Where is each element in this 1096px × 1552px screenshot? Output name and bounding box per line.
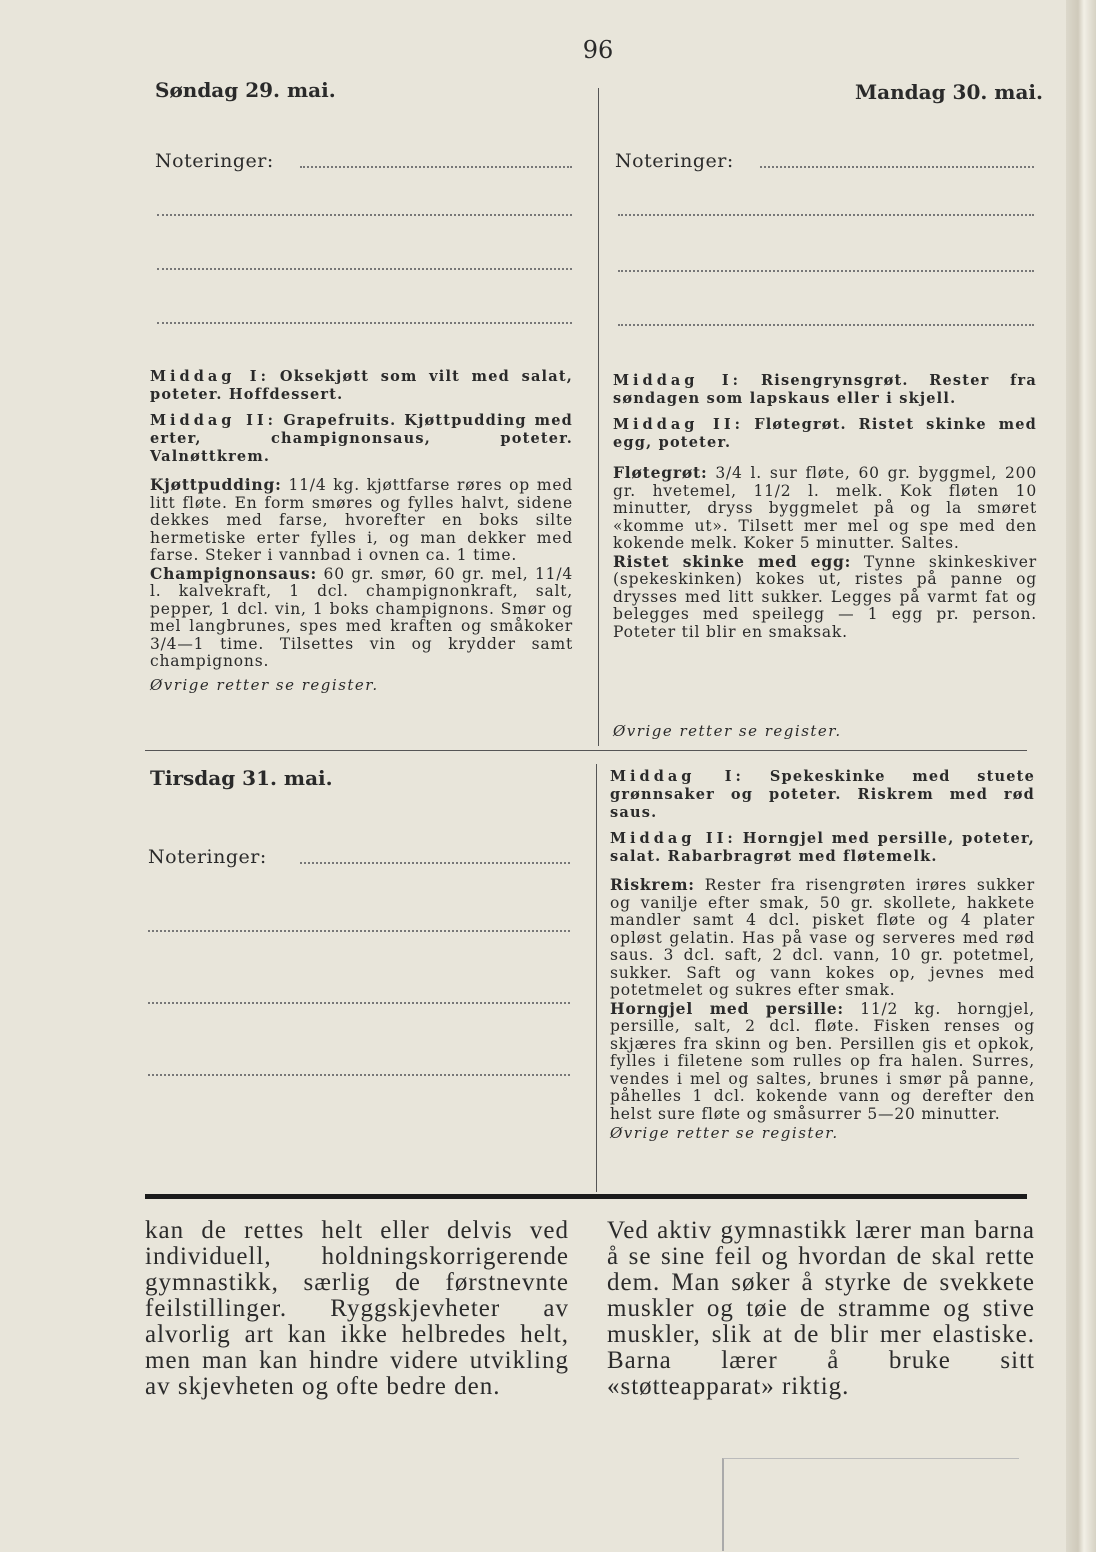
menu-label: Middag II:	[613, 416, 744, 433]
recipe-title: Ristet skinke med egg:	[613, 551, 852, 571]
notes-line	[157, 322, 572, 324]
recipe-2	[150, 565, 573, 671]
notes-line	[157, 214, 572, 216]
page-number: 96	[582, 36, 614, 64]
notes-line	[148, 1074, 570, 1076]
other-dishes-note: Øvrige retter se register.	[610, 1124, 839, 1142]
menu-block	[610, 768, 1035, 1143]
notes-label: Noteringer:	[148, 846, 267, 868]
recipe-text: 11/2 kg. horngjel, persille, salt, 2 dcl. fløte. Fisken renses og skjæres fra skinn og ben. Persillen gis et opkok, fylles i filetene som rulles op fra halen. Surres, vendes i mel og saltes, brunes i smør på panne, påhelles 1 dcl. kokende vann og derefter den helst sure fløte og småsurrer 5—20 minutter.	[610, 999, 1035, 1123]
menu-2	[613, 416, 1037, 452]
menu-block	[613, 372, 1037, 641]
paper-mark	[722, 1458, 1019, 1551]
menu-text: Spekeskinke med stuete grønnsaker og poteter. Riskrem med rød saus.	[610, 768, 1035, 821]
recipe-1	[613, 464, 1037, 553]
menu-text: Fløtegrøt. Ristet skinke med egg, poteter.	[613, 416, 1037, 451]
recipe-title: Horngjel med persille:	[610, 998, 844, 1018]
column-divider-bottom	[596, 764, 597, 1192]
notes-line	[148, 930, 570, 932]
notes-line	[300, 862, 570, 864]
section-rule	[145, 1194, 1027, 1199]
notes-label: Noteringer:	[155, 150, 274, 172]
notes-line	[148, 1002, 570, 1004]
recipe-title: Champignonsaus:	[150, 563, 317, 583]
recipe-text: 3/4 l. sur fløte, 60 gr. byggmel, 200 gr. hvetemel, 11/2 l. melk. Kok fløten 10 minutter, dryss byggmelet på og la smøret «komme ut». Tilsett mer mel og spe med den kokende melk. Koker 5 minutter. Saltes.	[613, 464, 1037, 552]
menu-label: Middag II:	[610, 830, 737, 847]
menu-1	[613, 372, 1037, 408]
menu-text: Horngjel med persille, poteter, salat. Rabarbragrøt med fløtemelk.	[610, 830, 1035, 865]
other-dishes-note: Øvrige retter se register.	[150, 675, 379, 694]
menu-1	[150, 368, 573, 404]
body-text-left: kan de rettes helt eller delvis ved individuell, holdningskorrigerende gymnastikk, særlig de førstnevnte feilstillinger. Ryggskjevheter av alvorlig art kan ikke helbredes helt, men man kan hindre videre utvikling av skjevheten og ofte bedre den.	[145, 1217, 569, 1400]
menu-1	[610, 768, 1035, 822]
recipe-1	[610, 876, 1035, 1000]
menu-text: Risengrynsgrøt. Rester fra søndagen som lapskaus eller i skjell.	[613, 372, 1037, 407]
horizontal-divider	[145, 750, 1027, 751]
recipe-text: 60 gr. smør, 60 gr. mel, 11/4 l. kalvekraft, 1 dcl. champignonkraft, salt, pepper, 1 dcl. vin, 1 boks champignons. Smør og mel langbrunes, spes med kraften og småkoker 3/4—1 time. Tilsettes vin og krydder samt champignons.	[150, 564, 574, 670]
recipe-text: 11/4 kg. kjøttfarse røres op med litt fløte. En form smøres og fylles halvt, sidene dekkes med farse, hvorefter en boks silte hermetiske erter fylles i, og man dekker med farse. Steker i vannbad i ovnen ca. 1 time.	[150, 476, 574, 564]
notes-line	[618, 270, 1034, 272]
menu-label: Middag I:	[613, 372, 742, 389]
recipe-2	[610, 1000, 1035, 1124]
recipe-title: Riskrem:	[610, 875, 695, 894]
notes-line	[760, 166, 1034, 168]
menu-text: Grapefruits. Kjøttpudding med erter, champignonsaus, poteter. Valnøttkrem.	[150, 412, 573, 465]
day-heading: Søndag 29. mai.	[155, 78, 336, 102]
notes-label: Noteringer:	[615, 150, 734, 172]
menu-2	[150, 412, 573, 466]
day-heading: Mandag 30. mai.	[855, 80, 1043, 104]
menu-2	[610, 830, 1035, 866]
column-divider-top	[598, 88, 599, 746]
recipe-title: Fløtegrøt:	[613, 463, 708, 482]
day-heading: Tirsdag 31. mai.	[150, 766, 333, 790]
menu-label: Middag II:	[150, 412, 278, 429]
recipe-2	[613, 553, 1037, 642]
notes-line	[618, 324, 1034, 326]
menu-label: Middag I:	[150, 368, 270, 385]
notes-line	[157, 268, 572, 270]
page-edge	[1066, 0, 1096, 1552]
menu-block	[150, 368, 573, 694]
recipe-1	[150, 476, 573, 565]
notes-line	[300, 166, 572, 168]
recipe-title: Kjøttpudding:	[150, 475, 282, 494]
recipe-text: Tynne skinkeskiver (spekeskinken) kokes ut, ristes på panne og drysses med litt sukker. Legges på varmt fat og belegges med speilegg — 1 egg pr. person. Poteter til blir en smaksak.	[613, 552, 1037, 641]
body-text-right: Ved aktiv gymnastikk lærer man barna å se sine feil og hvordan de skal rette dem. Man søker å styrke de svekkete muskler og tøie de stramme og stive muskler, slik at de blir mer elastiske. Barna lærer å bruke sitt «støtteapparat» riktig.	[607, 1217, 1035, 1400]
notes-line	[618, 214, 1034, 216]
recipe-text: Rester fra risengrøten irøres sukker og vanilje efter smak, 50 gr. skollete, hakkete mandler samt 4 dcl. pisket fløte og 4 plater opløst gelatin. Has på vase og serveres med rød saus. 3 dcl. saft, 2 dcl. vann, 10 gr. potetmel, sukker. Saft og vann kokes op, jevnes med potetmelet og sukres efter smak.	[610, 876, 1035, 999]
menu-label: Middag I:	[610, 768, 745, 785]
menu-text: Oksekjøtt som vilt med salat, poteter. Hoffdessert.	[150, 368, 574, 403]
other-dishes-note: Øvrige retter se register.	[613, 722, 842, 740]
